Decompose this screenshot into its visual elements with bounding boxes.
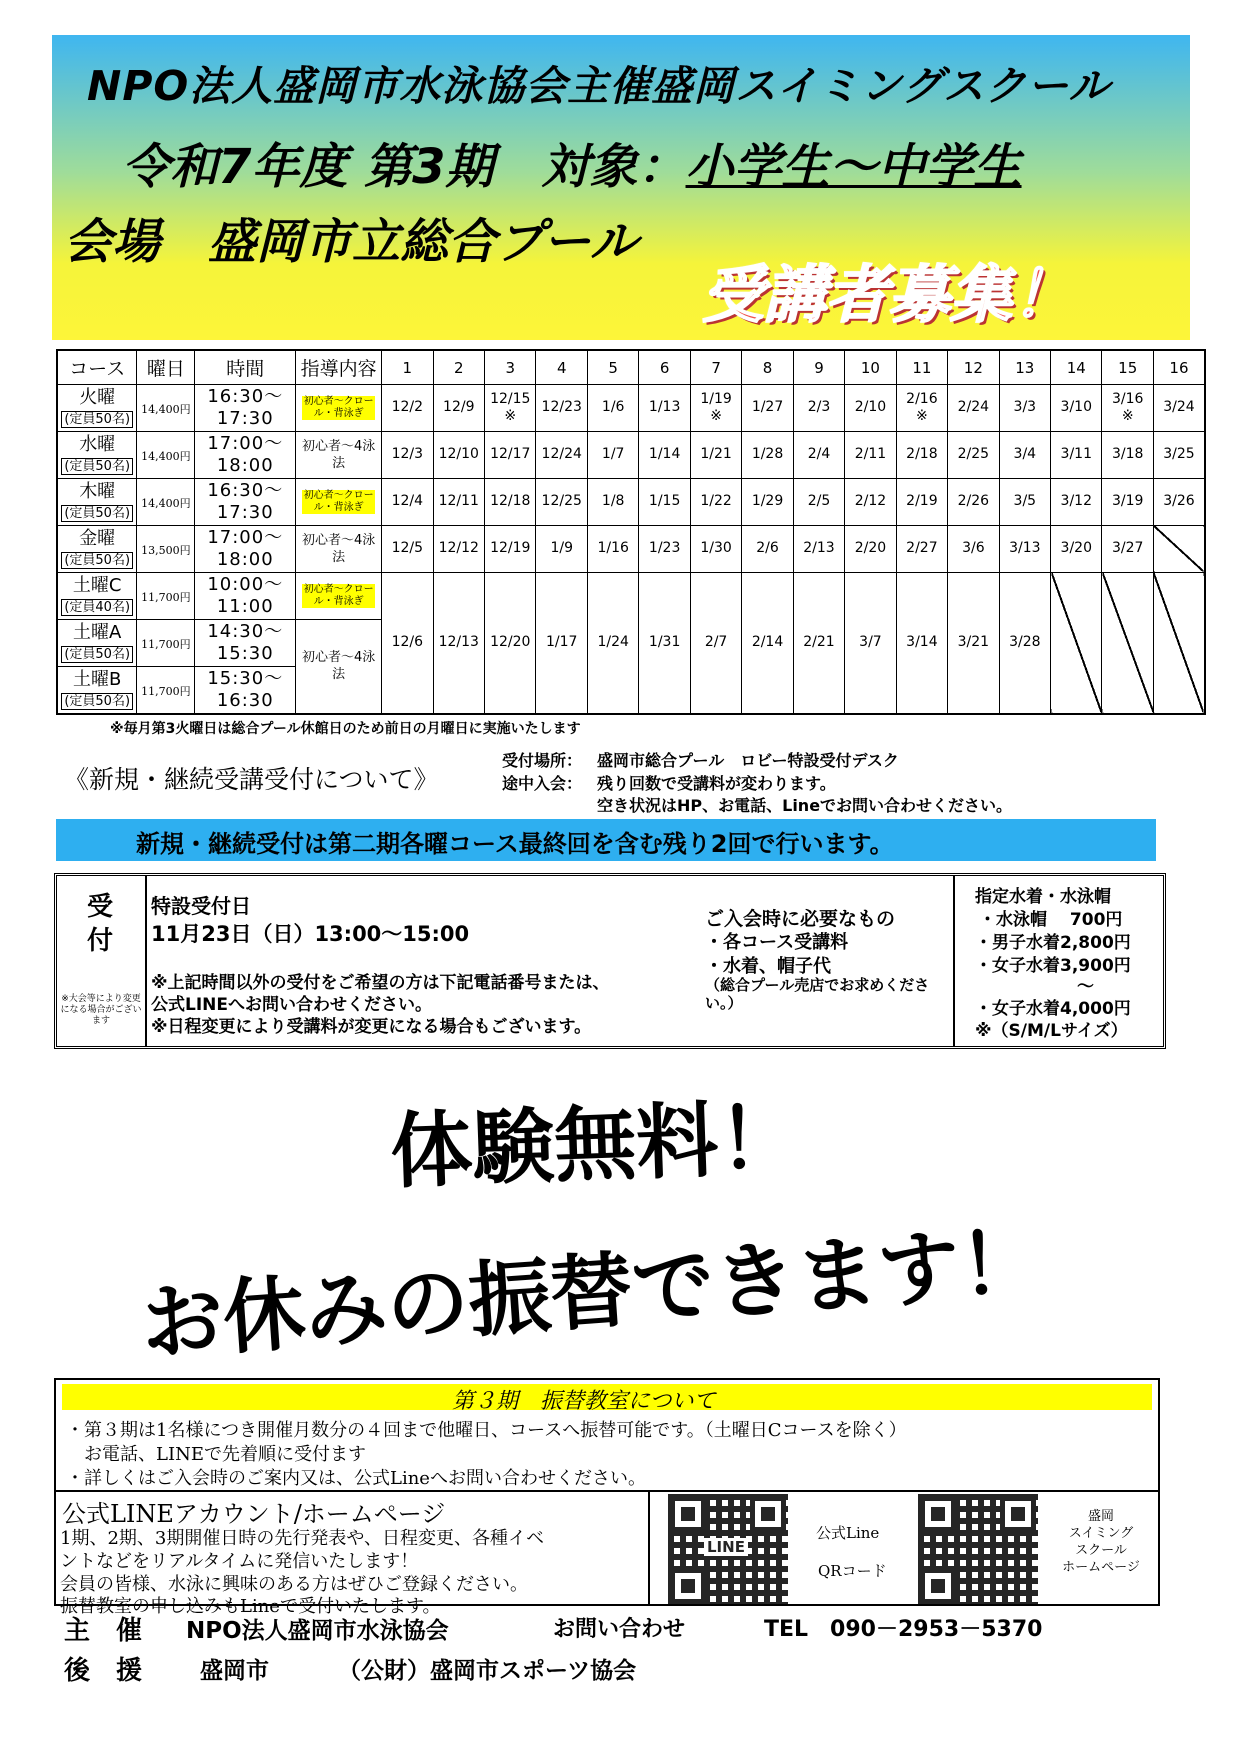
session-date: 2/18 — [896, 431, 947, 478]
col-session-15: 15 — [1102, 350, 1153, 385]
course-price: 11,700円 — [141, 591, 191, 605]
makeup-title: 第３期 振替教室について — [452, 1389, 716, 1414]
col-session-13: 13 — [999, 350, 1050, 385]
col-session-11: 11 — [896, 350, 947, 385]
session-date: 3/10 — [1051, 385, 1102, 432]
course-cell — [57, 385, 137, 432]
availability-text: 空き状況はHP、お電話、Lineでお問い合わせください。 — [597, 796, 1013, 815]
need-1: ・各コース受講料 — [705, 932, 849, 953]
session-date: 2/21 — [793, 572, 844, 714]
course-capacity: (定員50名) — [61, 411, 133, 428]
course-day: 火曜 — [79, 386, 116, 408]
col-session-7: 7 — [690, 350, 741, 385]
content-text: 初心者～4泳法 — [302, 532, 376, 565]
content-cell — [296, 431, 382, 478]
schedule-table — [56, 349, 1206, 715]
target-text: 小学生～中学生 — [685, 139, 1022, 195]
content-text: 初心者～クロール・背泳ぎ — [303, 583, 374, 607]
session-date: 12/2 — [382, 385, 433, 432]
course-day: 金曜 — [79, 527, 116, 549]
qr1-label-1: 公式Line — [816, 1524, 880, 1542]
session-date: 2/27 — [896, 525, 947, 572]
time-end: 11:00 — [216, 595, 274, 617]
session-date — [1153, 525, 1205, 572]
note-closed: ※毎月第3火曜日は総合プール休館日のため前日の月曜日に実施いたします — [110, 721, 581, 737]
session-date: 2/25 — [948, 431, 999, 478]
session-date: 3/6 — [948, 525, 999, 572]
divider — [953, 876, 955, 1046]
course-capacity: (定員50名) — [61, 505, 133, 522]
reception-banner — [56, 819, 1156, 861]
time-cell — [195, 478, 296, 525]
makeup-line-1: ・第３期は1名様につき開催月数分の４回まで他曜日、コースへ振替可能です。（土曜日Cコースを除く） — [66, 1420, 907, 1441]
col-session-8: 8 — [742, 350, 793, 385]
session-date: 12/11 — [433, 478, 484, 525]
session-date: 1/6 — [587, 385, 638, 432]
session-date: 1/27 — [742, 385, 793, 432]
free-trial-text: 体験無料！ — [388, 1090, 802, 1201]
session-date: 12/23 — [536, 385, 587, 432]
special-title: 特設受付日 — [151, 894, 251, 918]
schedule-row — [57, 525, 1205, 572]
session-date: 12/24 — [536, 431, 587, 478]
session-date: 3/3 — [999, 385, 1050, 432]
schedule-row — [57, 385, 1205, 432]
special-date: 11月23日（日）13:00～15:00 — [151, 922, 470, 946]
session-date: 3/13 — [999, 525, 1050, 572]
session-date: 1/29 — [742, 478, 793, 525]
place-label: 受付場所： — [502, 751, 583, 770]
session-date: 12/10 — [433, 431, 484, 478]
session-date: 3/27 — [1102, 525, 1153, 572]
course-price: 14,400円 — [141, 450, 191, 464]
session-date: 3/5 — [999, 478, 1050, 525]
reception-banner-text: 新規・継続受付は第二期各曜コース最終回を含む残り2回で行います。 — [136, 830, 894, 858]
session-date: 2/26 — [948, 478, 999, 525]
session-date: 12/18 — [485, 478, 536, 525]
qr2-label-3: スクール — [1075, 1543, 1127, 1558]
course-cell — [57, 478, 137, 525]
mid-label: 途中入会： — [502, 774, 583, 793]
note-1: ※上記時間以外の受付をご希望の方は下記電話番号または、 — [151, 973, 610, 993]
price-boys: ・男子水着2,800円 — [975, 933, 1131, 953]
content-text: 初心者～4泳法 — [302, 650, 376, 683]
session-date: 2/5 — [793, 478, 844, 525]
qr-finder — [750, 1496, 786, 1532]
qr-finder — [920, 1496, 956, 1532]
session-date: 1/21 — [690, 431, 741, 478]
session-date: 1/30 — [690, 525, 741, 572]
tel-number[interactable]: TEL 090－2953－5370 — [764, 1617, 1043, 1642]
course-price: 11,700円 — [141, 685, 191, 699]
time-start: 17:00～ — [207, 526, 284, 548]
need-2: ・水着、帽子代 — [705, 956, 831, 977]
need-3: （総合プール売店でお求めください。） — [705, 976, 930, 1012]
session-date: 12/20 — [485, 572, 536, 714]
time-cell — [195, 431, 296, 478]
session-date: 1/28 — [742, 431, 793, 478]
content-text: 初心者～クロール・背泳ぎ — [303, 395, 374, 419]
session-date: 2/11 — [845, 431, 896, 478]
reception-box — [54, 873, 1166, 1049]
schedule-row — [57, 478, 1205, 525]
price-title: 指定水着・水泳帽 — [975, 887, 1111, 907]
makeup-text: お休みの振替できます！ — [138, 1214, 1045, 1373]
time-cell — [195, 666, 296, 714]
qr-finder — [920, 1568, 956, 1604]
session-date: 12/9 — [433, 385, 484, 432]
time-end: 15:30 — [216, 642, 274, 664]
time-cell — [195, 619, 296, 666]
session-date: 12/19 — [485, 525, 536, 572]
schedule-row — [57, 431, 1205, 478]
place-text: 盛岡市総合プール ロビー特設受付デスク — [597, 751, 899, 770]
qr-finder — [670, 1496, 706, 1532]
label-tsuke: 付 — [87, 926, 114, 956]
time-end: 16:30 — [216, 689, 274, 711]
session-date: 1/9 — [536, 525, 587, 572]
session-date: 3/4 — [999, 431, 1050, 478]
host-name: NPO法人盛岡市水泳協会 — [186, 1618, 449, 1644]
course-day: 水曜 — [79, 433, 116, 455]
col-price: 曜日 — [137, 350, 195, 385]
time-start: 16:30～ — [207, 479, 284, 501]
col-course: コース — [57, 350, 137, 385]
session-date: 12/6 — [382, 572, 433, 714]
course-capacity: (定員50名) — [61, 552, 133, 569]
time-cell — [195, 525, 296, 572]
support-label: 後 援 — [64, 1656, 143, 1686]
makeup-title-bar — [62, 1384, 1152, 1414]
time-end: 18:00 — [216, 454, 274, 476]
content-cell — [296, 572, 382, 619]
session-date: 1/7 — [587, 431, 638, 478]
time-end: 18:00 — [216, 548, 274, 570]
session-date: 12/5 — [382, 525, 433, 572]
course-cell — [57, 666, 137, 714]
makeup-line-3: ・詳しくはご入会時のご案内又は、公式Lineへお問い合わせください。 — [66, 1468, 646, 1489]
session-date: 3/20 — [1051, 525, 1102, 572]
reception-title: 《新規・継続受講受付について》 — [64, 765, 439, 794]
time-start: 14:30～ — [207, 620, 284, 642]
line-text-2: ントなどをリアルタイムに発信いたします！ — [60, 1551, 419, 1572]
time-cell — [195, 385, 296, 432]
label-uke: 受 — [87, 892, 114, 922]
price-cell — [137, 666, 195, 714]
course-cell — [57, 619, 137, 666]
session-date: 1/16 — [587, 525, 638, 572]
session-date: 1/22 — [690, 478, 741, 525]
session-date: 3/7 — [845, 572, 896, 714]
col-session-1: 1 — [382, 350, 433, 385]
session-date: 1/23 — [639, 525, 690, 572]
session-date: 2/13 — [793, 525, 844, 572]
session-date: 12/15 ※ — [485, 385, 536, 432]
empty-slot — [1153, 572, 1205, 714]
price-girls-2: ・女子水着4,000円 — [975, 999, 1131, 1019]
line-qr-code[interactable] — [668, 1494, 788, 1606]
col-session-2: 2 — [433, 350, 484, 385]
session-date: 1/15 — [639, 478, 690, 525]
col-session-3: 3 — [485, 350, 536, 385]
content-text: 初心者～クロール・背泳ぎ — [303, 489, 374, 513]
session-date: 1/17 — [536, 572, 587, 714]
col-session-5: 5 — [587, 350, 638, 385]
note-3: ※日程変更により受講料が変更になる場合もございます。 — [151, 1017, 592, 1037]
session-date: 1/31 — [639, 572, 690, 714]
session-date: 1/8 — [587, 478, 638, 525]
session-date: 1/19 ※ — [690, 385, 741, 432]
course-cell — [57, 525, 137, 572]
session-date: 2/16 ※ — [896, 385, 947, 432]
session-date: 1/24 — [587, 572, 638, 714]
session-date: 3/24 — [1153, 385, 1205, 432]
note-2: 公式LINEへお問い合わせください。 — [151, 995, 432, 1015]
qr2-labels — [1046, 1508, 1156, 1576]
line-title: 公式LINEアカウント/ホームページ — [62, 1500, 446, 1528]
mid-text: 残り回数で受講料が変わります。 — [597, 774, 836, 793]
course-capacity: (定員50名) — [61, 693, 133, 710]
session-date: 12/4 — [382, 478, 433, 525]
course-cell — [57, 572, 137, 619]
session-date: 12/17 — [485, 431, 536, 478]
time-start: 16:30～ — [207, 385, 284, 407]
header-title: NPO法人盛岡市水泳協会主催盛岡スイミングスクール — [87, 62, 1111, 110]
label-note: ※大会等により変更になる場合がございます — [60, 994, 142, 1026]
session-date: 12/25 — [536, 478, 587, 525]
line-text-4: 振替教室の申し込みもLineで受付いたします。 — [60, 1596, 441, 1617]
qr2-label-1: 盛岡 — [1087, 1509, 1114, 1524]
course-day: 木曜 — [79, 480, 116, 502]
qr2-label-2: スイミング — [1068, 1526, 1134, 1541]
col-session-6: 6 — [639, 350, 690, 385]
course-capacity: (定員50名) — [61, 646, 133, 663]
course-price: 14,400円 — [141, 497, 191, 511]
course-price: 14,400円 — [141, 403, 191, 417]
session-date: 2/7 — [690, 572, 741, 714]
time-start: 15:30～ — [207, 667, 284, 689]
line-account-box — [54, 1490, 1160, 1617]
price-size: ※（S/M/Lサイズ） — [975, 1021, 1128, 1041]
session-date: 1/13 — [639, 385, 690, 432]
session-date: 12/3 — [382, 431, 433, 478]
schedule-header-row — [57, 350, 1205, 385]
support-city: 盛岡市 — [200, 1658, 269, 1684]
session-date: 3/25 — [1153, 431, 1205, 478]
col-session-12: 12 — [948, 350, 999, 385]
content-cell — [296, 478, 382, 525]
course-price: 11,700円 — [141, 638, 191, 652]
course-day: 土曜C — [72, 574, 122, 596]
price-cap: ・水泳帽 700円 — [979, 910, 1123, 930]
session-date: 3/12 — [1051, 478, 1102, 525]
session-date: 3/11 — [1051, 431, 1102, 478]
course-cell — [57, 431, 137, 478]
content-cell — [296, 525, 382, 572]
divider — [648, 1492, 650, 1604]
session-date: 2/6 — [742, 525, 793, 572]
session-date: 3/16 ※ — [1102, 385, 1153, 432]
header-recruit: 受講者募集！ — [702, 258, 1075, 331]
session-date: 12/12 — [433, 525, 484, 572]
time-end: 17:30 — [216, 501, 274, 523]
price-cell — [137, 619, 195, 666]
session-date: 2/20 — [845, 525, 896, 572]
schedule-row — [57, 572, 1205, 619]
time-end: 17:30 — [216, 407, 274, 429]
homepage-qr-code[interactable] — [918, 1494, 1038, 1606]
col-content: 指導内容 — [296, 350, 382, 385]
col-session-14: 14 — [1051, 350, 1102, 385]
price-cell — [137, 478, 195, 525]
content-text: 初心者～4泳法 — [302, 438, 376, 471]
session-date: 2/19 — [896, 478, 947, 525]
price-girls: ・女子水着3,900円 — [975, 956, 1131, 976]
price-tilde: ～ — [1077, 977, 1094, 997]
contact-label: お問い合わせ — [553, 1617, 686, 1642]
term-text: 令和7年度 第3期 対象： — [122, 139, 686, 195]
line-text-1: 1期、2期、3期開催日時の先行発表や、日程変更、各種イベ — [60, 1528, 544, 1549]
session-date: 2/24 — [948, 385, 999, 432]
course-capacity: (定員50名) — [61, 458, 133, 475]
price-cell — [137, 385, 195, 432]
qr-finder — [1000, 1496, 1036, 1532]
makeup-box — [54, 1378, 1160, 1492]
price-cell — [137, 431, 195, 478]
session-date: 2/3 — [793, 385, 844, 432]
session-date: 2/4 — [793, 431, 844, 478]
col-session-16: 16 — [1153, 350, 1205, 385]
course-day: 土曜B — [73, 668, 122, 690]
session-date: 3/18 — [1102, 431, 1153, 478]
col-time: 時間 — [195, 350, 296, 385]
session-date: 1/14 — [639, 431, 690, 478]
col-session-9: 9 — [793, 350, 844, 385]
session-date: 2/12 — [845, 478, 896, 525]
header-banner — [52, 35, 1190, 340]
price-cell — [137, 572, 195, 619]
session-date: 3/21 — [948, 572, 999, 714]
divider — [145, 876, 147, 1046]
host-label: 主 催 — [64, 1616, 143, 1646]
qr2-label-4: ホームページ — [1062, 1560, 1140, 1575]
line-text-3: 会員の皆様、水泳に興味のある方はぜひご登録ください。 — [60, 1574, 528, 1595]
course-price: 13,500円 — [141, 544, 191, 558]
makeup-line-2: お電話、LINEで先着順に受付ます — [84, 1444, 366, 1465]
header-term — [122, 128, 1022, 197]
course-capacity: (定員40名) — [61, 599, 133, 616]
session-date: 3/19 — [1102, 478, 1153, 525]
session-date: 12/13 — [433, 572, 484, 714]
header-venue: 会場 盛岡市立総合プール — [64, 214, 638, 270]
price-cell — [137, 525, 195, 572]
session-date: 3/14 — [896, 572, 947, 714]
line-logo: LINE — [704, 1538, 748, 1556]
empty-slot — [1102, 572, 1153, 714]
session-date: 3/28 — [999, 572, 1050, 714]
time-start: 10:00～ — [207, 573, 284, 595]
qr-finder — [670, 1568, 706, 1604]
qr1-label-2: QRコード — [818, 1562, 887, 1580]
support-assoc: （公財）盛岡市スポーツ協会 — [338, 1658, 637, 1684]
time-start: 17:00～ — [207, 432, 284, 454]
session-date: 2/10 — [845, 385, 896, 432]
content-cell — [296, 619, 382, 714]
session-date: 3/26 — [1153, 478, 1205, 525]
course-day: 土曜A — [73, 621, 122, 643]
empty-slot — [1051, 572, 1102, 714]
col-session-4: 4 — [536, 350, 587, 385]
content-cell — [296, 385, 382, 432]
need-title: ご入会時に必要なもの — [705, 908, 896, 930]
time-cell — [195, 572, 296, 619]
session-date: 2/14 — [742, 572, 793, 714]
col-session-10: 10 — [845, 350, 896, 385]
